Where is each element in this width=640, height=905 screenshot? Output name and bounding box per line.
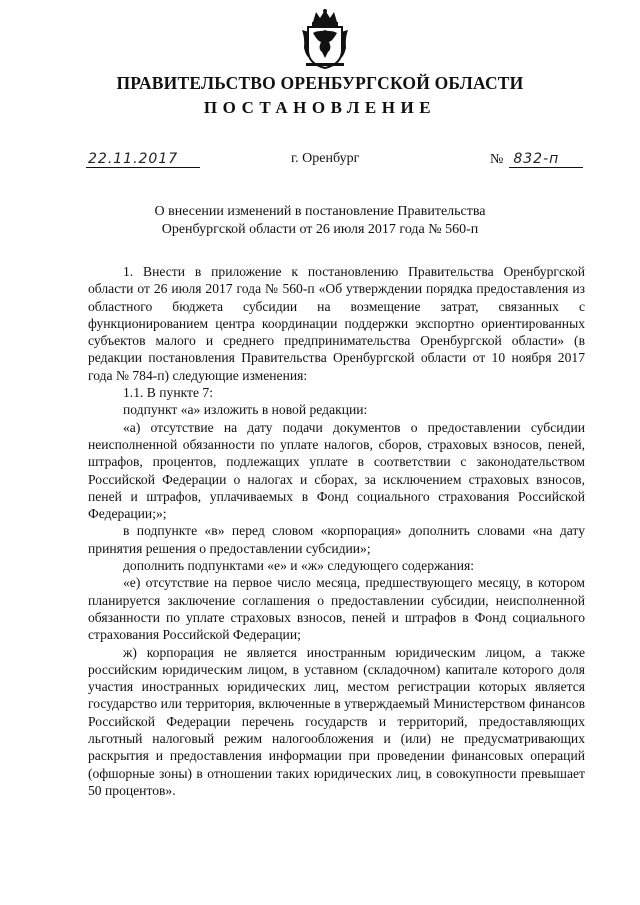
document-number bbox=[490, 151, 583, 168]
paragraph-sub-a: подпункт «а» изложить в новой редакции: bbox=[123, 402, 368, 418]
organization-title: ПРАВИТЕЛЬСТВО ОРЕНБУРГСКОЙ ОБЛАСТИ bbox=[116, 73, 524, 93]
document-date: 22.11.2017 bbox=[86, 151, 200, 168]
document-body bbox=[88, 263, 585, 799]
document-city: г. Оренбург bbox=[291, 151, 360, 166]
oblast-coat-of-arms-icon bbox=[300, 8, 350, 70]
paragraph-zh-text: ж) корпорация не является иностранным юридическим лицом, а также российским юридическим лицом, в уставном (складочном) капитале которого доля участия иностранных юридических лиц, местом регистрации которых является государство или территория, включенные в утверждаемый Министерством финансов Российской Федерации перечень государств и территорий, предоставляющих льготный налоговый режим налогообложения и (или) не предусматривающих раскрытия и предоставления информации при проведении финансовых операций (офшорные зоны) в отношении таких юридических лиц, в совокупности превышает 50 процентов». bbox=[88, 644, 585, 798]
document-type: ПОСТАНОВЛЕНИЕ bbox=[203, 98, 437, 117]
number-value: 832-п bbox=[509, 151, 583, 168]
subject-line-2: Оренбургской области от 26 июля 2017 года № 560-п bbox=[161, 222, 479, 237]
paragraph-1: 1. Внести в приложение к постановлению Правительства Оренбургской области от 26 июля 2017 года № 560-п «Об утверждении порядка предоставления из областного бюджета субсидии на возмещение затрат, связанных с функционированием центра координации поддержки экспортно ориентированных субъектов малого и среднего предпринимательства Оренбургской области» (в редакции постановления Правительства Оренбургской области от 10 ноября 2017 года № 784-п) следующие изменения: bbox=[88, 264, 585, 383]
number-label: № bbox=[490, 152, 504, 167]
paragraph-a-text: «а) отсутствие на дату подачи документов о предоставлении субсидии неисполненной обязанности по уплате налогов, сборов, страховых взносов, пеней, штрафов, процентов, подлежащих уплате в соответствии с законодательством Российской Федерации о налогах и сборах, за исключением страховых взносов, пеней и штрафов, уплачиваемых в Фонд социального страхования Российской Федерации;»; bbox=[88, 419, 585, 522]
paragraph-e-text: «е) отсутствие на первое число месяца, предшествующего месяцу, в котором планируется заключение соглашения о предоставлении субсидии, неисполненной обязанности по уплате страховых взносов, пеней и штрафов в Фонд социального страхования Российской Федерации; bbox=[88, 575, 585, 643]
document-subject bbox=[0, 203, 640, 239]
paragraph-1-1: 1.1. В пункте 7: bbox=[123, 385, 213, 401]
subject-line-1: О внесении изменений в постановление Правительства bbox=[154, 204, 486, 219]
paragraph-add-e-zh: дополнить подпунктами «е» и «ж» следующего содержания: bbox=[123, 558, 475, 574]
paragraph-sub-v: в подпункте «в» перед словом «корпорация» дополнить словами «на дату принятия решения о предоставлении субсидии»; bbox=[88, 523, 585, 556]
